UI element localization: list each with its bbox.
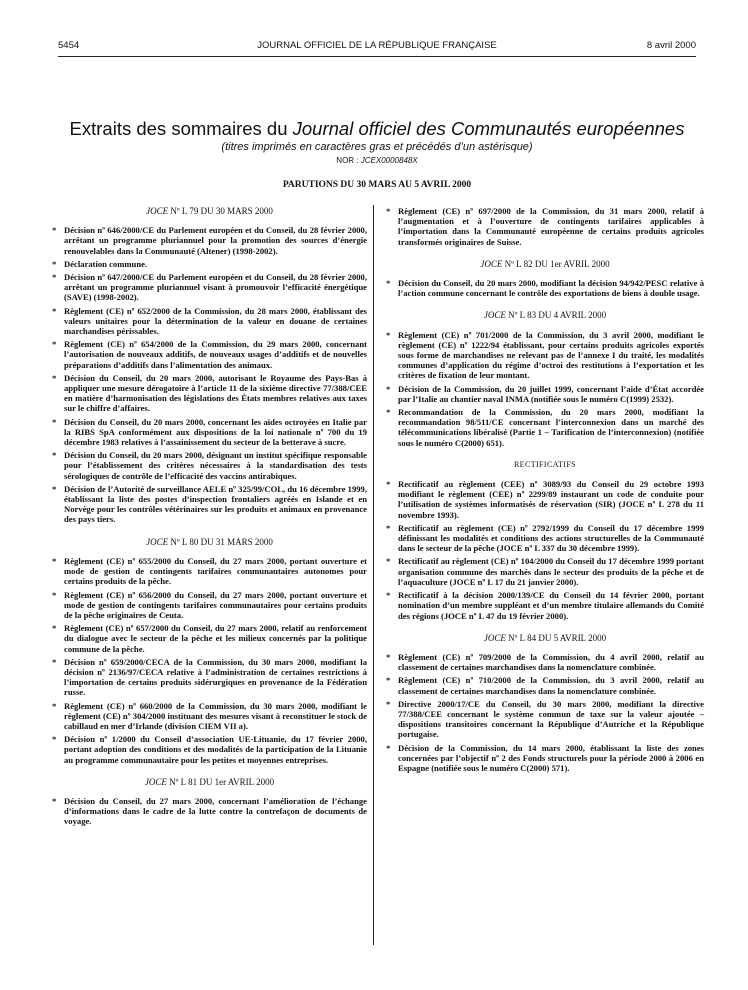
asterisk-bullet: *	[52, 305, 57, 316]
section-heading	[386, 633, 704, 643]
asterisk-bullet: *	[52, 795, 57, 806]
summary-entry	[386, 675, 704, 695]
asterisk-bullet: *	[386, 206, 391, 216]
entry-text: Décision du Conseil, du 20 mars 2000, modifiant la décision 94/942/PESC relative à l’action commune concernant le contrôle des exportations de biens à double usage.	[398, 278, 704, 299]
entry-text: Décision de la Commission, du 20 juillet 1999, concernant l’aide d’État accordée par l’Italie au chantier naval INMA (notifiée sous le numéro C(1999) 2532).	[398, 383, 704, 404]
asterisk-bullet: *	[52, 339, 57, 350]
asterisk-bullet: *	[52, 416, 57, 427]
summary-entry	[386, 206, 704, 247]
document-heading	[58, 118, 696, 167]
asterisk-bullet: *	[52, 372, 57, 383]
summary-entry	[52, 272, 367, 303]
summary-entry	[52, 225, 367, 256]
summary-entry	[386, 278, 704, 298]
entry-text: Recommandation de la Commission, du 20 mars 2000, modifiant la recommandation 98/511/CE concernant l’interconnexion dans un marché des télécommunications libéralisé (Partie 1 – Tarification de l’interconnexion) (notifiée sous le numéro C(2000) 651).	[398, 407, 704, 448]
document-title	[58, 118, 696, 140]
summary-entry	[52, 339, 367, 370]
summary-entry	[386, 590, 704, 621]
entry-text: Règlement (CE) nº 657/2000 du Conseil, du 27 mars 2000, relatif au renforcement du dialogue avec le secteur de la pêche et les milieux concernés par la politique commune de la pêche.	[64, 623, 367, 654]
summary-entry	[52, 734, 367, 765]
summary-entry	[52, 796, 367, 827]
journal-title: JOURNAL OFFICIEL DE LA RÉPUBLIQUE FRANÇAISE	[257, 40, 497, 51]
journal-issue-ref: Nº L 83 DU 4 AVRIL 2000	[505, 310, 607, 321]
summary-entry	[52, 484, 367, 525]
summary-entry	[52, 590, 367, 621]
asterisk-bullet: *	[386, 479, 391, 490]
summary-entry	[386, 479, 704, 520]
column-divider	[373, 205, 374, 945]
section-heading	[52, 206, 367, 216]
entry-text: Décision nº 1/2000 du Conseil d’association UE-Lituanie, du 17 février 2000, portant adoption des conditions et des modalités de la participation de la Lituanie au programme communautaire pour les petites et moyennes entreprises.	[64, 734, 367, 765]
journal-abbrev: JOCE	[146, 536, 169, 547]
asterisk-bullet: *	[386, 556, 391, 567]
entry-text: Règlement (CE) nº 697/2000 de la Commission, du 31 mars 2000, relatif à l’augmentation et à l’ouverture de contingents tarifaires applicables à l’importation dans la Communauté européenne de certains produits agricoles transformés originaires de Suisse.	[398, 206, 704, 247]
asterisk-bullet: *	[52, 734, 57, 745]
asterisk-bullet: *	[52, 225, 57, 236]
section-heading	[386, 460, 704, 470]
summary-entry	[52, 657, 367, 698]
nor-reference	[58, 155, 696, 167]
entry-text: Décision du Conseil, du 20 mars 2000, désignant un institut spécifique responsable pour l’établissement des critères nécessaires à la standardisation des tests sérologiques de contrôle de l’efficacité des vaccins antirabiques.	[64, 450, 367, 481]
summary-entry	[386, 652, 704, 672]
journal-issue-ref: Nº L 79 DU 30 MARS 2000	[168, 206, 273, 216]
summary-entry	[386, 743, 704, 774]
asterisk-bullet: *	[386, 522, 391, 533]
entry-text: Décision nº 646/2000/CE du Parlement européen et du Conseil, du 28 février 2000, arrêtant un programme pluriannuel pour la promotion des sources d’énergie renouvelables dans la Communauté (Altener) (1998-2002).	[64, 225, 367, 256]
section-heading	[52, 777, 367, 787]
asterisk-bullet: *	[52, 272, 57, 283]
asterisk-bullet: *	[52, 483, 57, 494]
entry-text: Décision nº 659/2000/CECA de la Commission, du 30 mars 2000, modifiant la décision nº 2136/97/CECA relative à l’administration de certaines restrictions à l’importation de certains produits sidérurgiques en provenance de la Fédération russe.	[64, 656, 367, 698]
section-heading	[386, 259, 704, 269]
asterisk-bullet: *	[386, 651, 391, 662]
summary-entry	[52, 701, 367, 732]
asterisk-bullet: *	[386, 675, 391, 686]
summary-entry	[386, 556, 704, 587]
summary-entry	[52, 623, 367, 654]
asterisk-bullet: *	[52, 258, 57, 269]
asterisk-bullet: *	[52, 656, 57, 667]
summary-entry	[52, 556, 367, 587]
header-rule	[58, 56, 696, 57]
entry-text: Règlement (CE) nº 709/2000 de la Commission, du 4 avril 2000, relatif au classement de certaines marchandises dans la nomenclature combinée.	[398, 651, 704, 673]
asterisk-bullet: *	[386, 742, 391, 753]
nor-label: NOR :	[336, 156, 361, 165]
entry-text: Décision du Conseil, du 27 mars 2000, concernant l’amélioration de l’échange d’informations dans le cadre de la lutte contre la contrefaçon de documents de voyage.	[64, 795, 367, 827]
journal-issue-ref: Nº L 82 DU 1er AVRIL 2000	[502, 258, 610, 269]
journal-abbrev: JOCE	[144, 776, 167, 787]
asterisk-bullet: *	[52, 623, 57, 634]
nor-value: JCEX0000848X	[360, 156, 418, 165]
entry-text: Rectificatif au règlement (CE) nº 2792/1999 du Conseil du 17 décembre 1999 définissant les modalités et conditions des actions structurelles de la Communauté dans le secteur de la pêche (JOCE nº L 337 du 30 décembre 1999).	[398, 522, 704, 554]
journal-issue-ref: Nº L 80 DU 31 MARS 2000	[168, 536, 273, 547]
journal-issue-ref: Nº L 81 DU 1er AVRIL 2000	[166, 776, 275, 787]
entry-text: Rectificatif au règlement (CEE) nº 3089/93 du Conseil du 29 octobre 1993 modifiant le règlement (CEE) nº 2299/89 instaurant un code de conduite pour l’utilisation de systèmes informatisés de réservation (SIR) (JOCE nº L 278 du 11 novembre 1993).	[398, 479, 704, 520]
summary-entry	[386, 384, 704, 404]
running-header	[58, 40, 696, 54]
parutions-heading: PARUTIONS DU 30 MARS AU 5 AVRIL 2000	[282, 180, 472, 190]
summary-entry	[52, 259, 367, 269]
left-column	[52, 206, 367, 830]
entry-text: Règlement (CE) nº 654/2000 de la Commission, du 29 mars 2000, concernant l’autorisation de nouveaux additifs, de nouveaux usages d’additifs et de nouvelles préparations d’additifs dans l’alimentation des animaux.	[64, 339, 367, 370]
asterisk-bullet: *	[52, 589, 57, 600]
asterisk-bullet: *	[386, 698, 391, 709]
journal-issue-ref: Nº L 84 DU 5 AVRIL 2000	[505, 632, 607, 643]
entry-text: Déclaration commune.	[64, 258, 148, 269]
asterisk-bullet: *	[52, 555, 57, 566]
entry-text: Directive 2000/17/CE du Conseil, du 30 mars 2000, modifiant la directive 77/388/CEE concernant le système commun de taxe sur la valeur ajoutée – dispositions transitoires concernant la République d’Autriche et la République portugaise.	[398, 698, 704, 740]
journal-abbrev: JOCE	[480, 258, 503, 269]
entry-text: Décision du Conseil, du 20 mars 2000, concernant les aides octroyées en Italie par la RIBS SpA conformément aux dispositions de la loi nationale nº 700 du 19 décembre 1983 relatives à l’assainissement du secteur de la betterave à sucre.	[64, 416, 367, 448]
entry-text: Rectificatif à la décision 2000/139/CE du Conseil du 14 février 2000, portant nomination d’un membre suppléant et d’un membre titulaire allemands du Comité des régions (JOCE nº L 47 du 19 février 2000).	[398, 590, 704, 621]
asterisk-bullet: *	[386, 407, 391, 418]
title-prefix: Extraits des sommaires du	[69, 118, 293, 139]
entry-text: Décision nº 647/2000/CE du Parlement européen et du Conseil, du 28 février 2000, arrêtant un programme pluriannuel visant à promouvoir l’efficacité énergétique (SAVE) (1998-2002).	[64, 272, 367, 303]
entry-text: Règlement (CE) nº 656/2000 du Conseil, du 27 mars 2000, portant ouverture et mode de gestion de contingents tarifaires communautaires pour certains produits de la pêche originaires de Ceuta.	[64, 589, 367, 620]
journal-abbrev: JOCE	[483, 310, 506, 321]
section-heading	[52, 537, 367, 547]
asterisk-bullet: *	[386, 329, 391, 340]
summary-entry	[52, 373, 367, 414]
summary-entry	[52, 306, 367, 337]
entry-text: Règlement (CE) nº 710/2000 de la Commission, du 3 avril 2000, relatif au classement de certaines marchandises dans la nomenclature combinée.	[398, 675, 704, 696]
summary-entry	[52, 417, 367, 448]
summary-entry	[386, 523, 704, 554]
entry-text: Rectificatif au règlement (CE) nº 104/2000 du Conseil du 17 décembre 1999 portant organisation commune des marchés dans le secteur des produits de la pêche et de l’aquaculture (JOCE nº L 17 du 21 janvier 2000).	[398, 556, 704, 587]
summary-entry	[386, 699, 704, 740]
entry-text: Décision du Conseil, du 20 mars 2000, autorisant le Royaume des Pays-Bas à appliquer une mesure dérogatoire à l’article 11 de la sixième directive 77/388/CEE en matière d’harmonisation des législations des États membres relatives aux taxes sur le chiffre d’affaires.	[64, 372, 367, 414]
asterisk-bullet: *	[52, 700, 57, 711]
right-column	[386, 206, 704, 776]
entry-text: Décision de l’Autorité de surveillance AELE nº 325/99/COL, du 16 décembre 1999, établissant la liste des postes d’inspection frontaliers agréés en Islande et en Norvège pour les contrôles vétérinaires sur les produits et animaux en provenance des pays tiers.	[64, 483, 367, 525]
journal-issue-ref: RECTIFICATIFS	[513, 459, 577, 469]
entry-text: Règlement (CE) nº 660/2000 de la Commission, du 30 mars 2000, modifiant le règlement (CE) nº 304/2000 instituant des mesures visant à reconstituer le stock de cabillaud en mer d’Irlande (division CIEM VII a).	[64, 700, 367, 731]
summary-entry	[386, 407, 704, 448]
asterisk-bullet: *	[386, 383, 391, 394]
title-journal-name: Journal officiel des Communautés européennes	[292, 118, 685, 139]
entry-text: Règlement (CE) nº 701/2000 de la Commission, du 3 avril 2000, modifiant le règlement (CE) nº 1222/94 établissant, pour certains produits agricoles exportés sous forme de marchandises ne relevant pas de l’annexe I du traité, les modalités communes d’application du régime d’octroi des restitutions à l’exportation et les critères de fixation de leur montant.	[398, 329, 704, 381]
document-subtitle: (titres imprimés en caractères gras et précédés d’un astérisque)	[221, 141, 533, 153]
entry-text: Règlement (CE) nº 652/2000 de la Commission, du 28 mars 2000, établissant des valeurs unitaires pour la détermination de la valeur en douane de certaines marchandises périssables.	[64, 305, 367, 337]
asterisk-bullet: *	[386, 590, 391, 601]
summary-entry	[386, 330, 704, 381]
asterisk-bullet: *	[52, 450, 57, 461]
section-heading	[386, 310, 704, 320]
page-number: 5454	[58, 40, 80, 51]
issue-date: 8 avril 2000	[646, 40, 696, 51]
entry-text: Décision de la Commission, du 14 mars 2000, établissant la liste des zones concernées par l’objectif nº 2 des Fonds structurels pour la période 2000 à 2006 en Espagne (notifiée sous le numéro C(2000) 571).	[398, 742, 704, 773]
entry-text: Règlement (CE) nº 655/2000 du Conseil, du 27 mars 2000, portant ouverture et mode de gestion de contingents tarifaires communautaires autonomes pour certains produits de la pêche.	[64, 555, 367, 587]
asterisk-bullet: *	[386, 278, 391, 289]
journal-abbrev: JOCE	[483, 632, 506, 643]
journal-abbrev: JOCE	[146, 206, 169, 216]
summary-entry	[52, 450, 367, 481]
